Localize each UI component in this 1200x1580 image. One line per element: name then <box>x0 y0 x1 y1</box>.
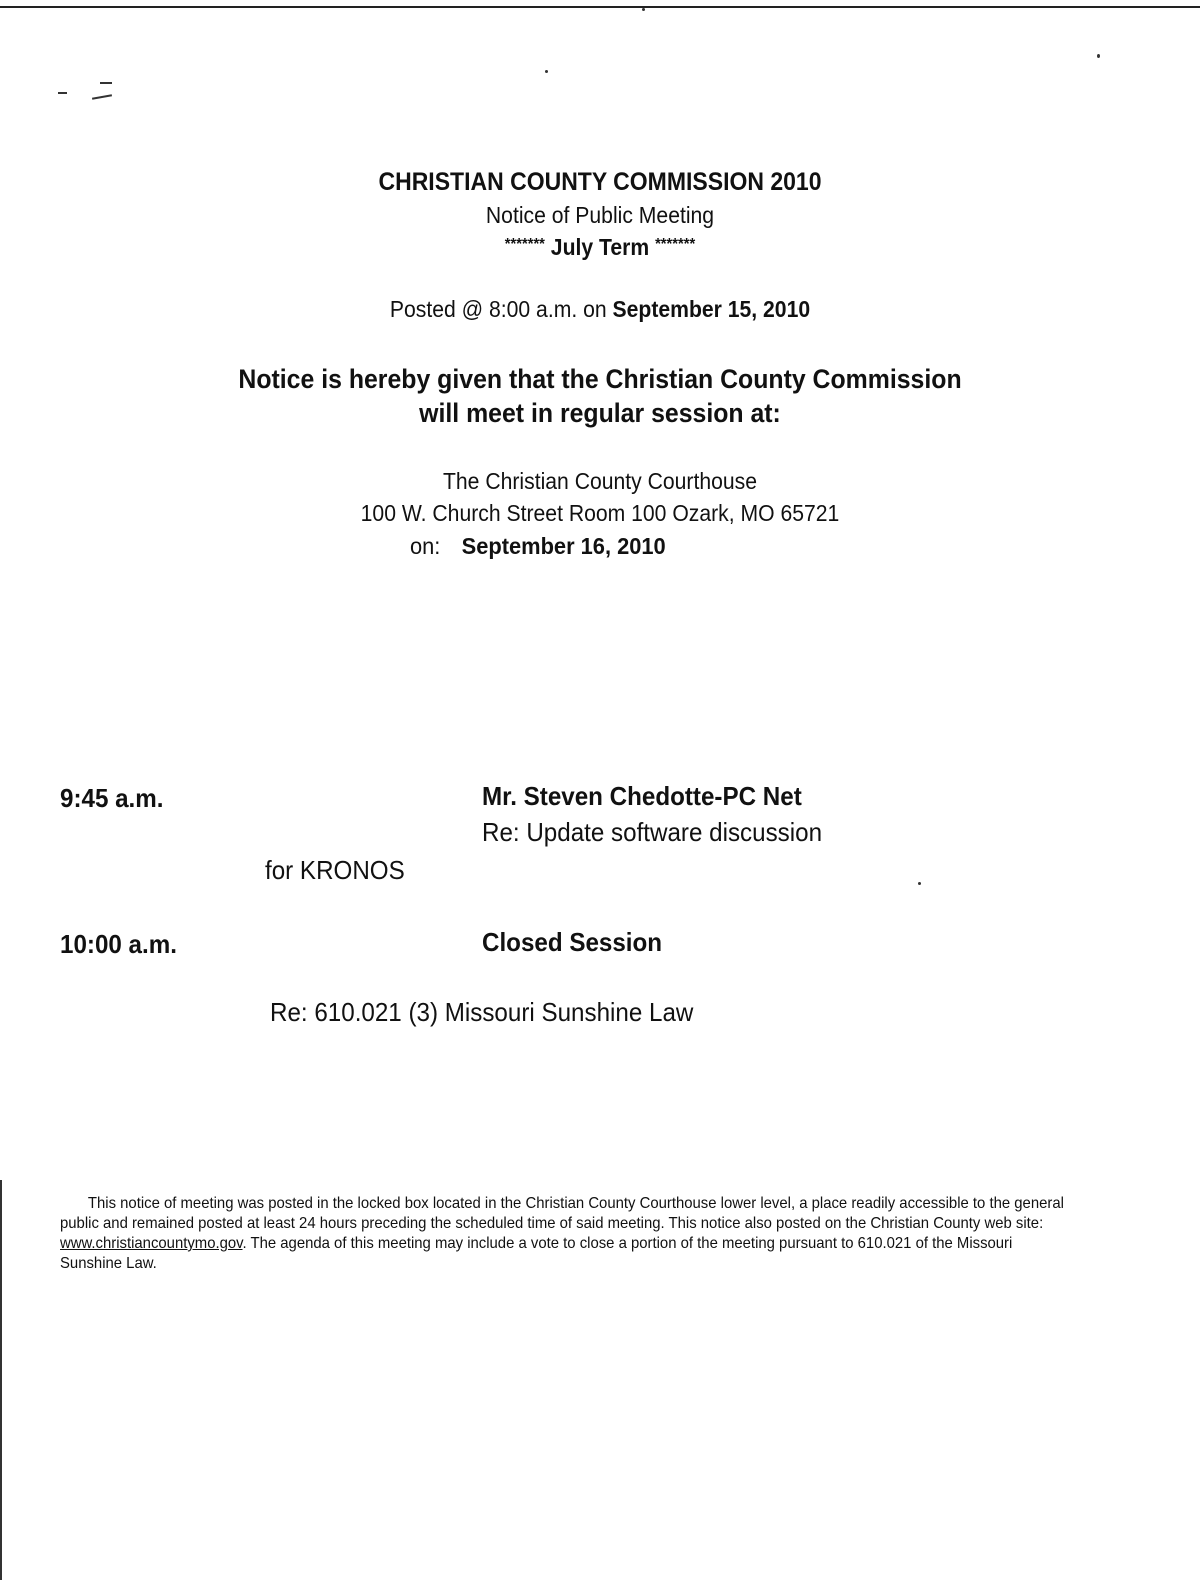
term-stars-right: ******* <box>655 236 696 253</box>
scan-edge-left <box>0 1180 2 1580</box>
term-line <box>48 234 1152 261</box>
footer-text-continued: . The agenda of this meeting may include a vote to close a portion of the meeting pursuant to 610.021 of the Missouri Sunshine Law. <box>60 1235 1013 1272</box>
scan-mark <box>58 92 67 94</box>
scan-mark <box>100 82 112 84</box>
agenda-detail: Re: Update software discussion <box>482 817 823 847</box>
term-name: July Term <box>550 234 650 260</box>
posted-prefix: Posted @ 8:00 a.m. on <box>389 296 607 322</box>
meeting-date-line <box>410 533 666 560</box>
scan-speck <box>642 8 645 11</box>
scan-speck <box>918 882 921 885</box>
agenda-time: 10:00 a.m. <box>60 929 177 959</box>
meeting-date: September 16, 2010 <box>461 533 666 559</box>
location-address: 100 W. Church Street Room 100 Ozark, MO 65721 <box>360 500 840 526</box>
scan-speck <box>1097 54 1100 58</box>
term-stars-left: ******* <box>504 236 545 253</box>
website-link[interactable]: www.christiancountymo.gov <box>60 1235 243 1252</box>
footer-paragraph <box>60 1194 1069 1274</box>
footer-notice <box>60 1194 1069 1274</box>
page-title: CHRISTIAN COUNTY COMMISSION 2010 <box>378 168 822 196</box>
notice-line-1: Notice is hereby given that the Christian County Commission <box>238 364 962 394</box>
agenda-detail: Re: 610.021 (3) Missouri Sunshine Law <box>270 997 694 1027</box>
agenda-title: Closed Session <box>482 927 663 957</box>
agenda-time: 9:45 a.m. <box>60 783 164 813</box>
location-name: The Christian County Courthouse <box>442 468 758 494</box>
posted-line <box>48 296 1152 323</box>
notice-line-2: will meet in regular session at: <box>419 398 781 428</box>
scan-mark <box>92 94 112 99</box>
scan-edge-top <box>0 6 1200 8</box>
page-subtitle: Notice of Public Meeting <box>485 202 715 228</box>
agenda-title: Mr. Steven Chedotte-PC Net <box>482 781 802 811</box>
meeting-date-prefix: on: <box>410 533 441 559</box>
agenda-detail-continued: for KRONOS <box>265 855 405 885</box>
footer-text: This notice of meeting was posted in the locked box located in the Christian County Courthouse lower level, a place readily accessible to the general public and remained posted at least 24 hours preceding the scheduled time of said meeting. This notice also posted on the Christian County web site: <box>60 1195 1064 1232</box>
posted-date: September 15, 2010 <box>612 296 811 322</box>
scan-speck <box>545 70 548 73</box>
